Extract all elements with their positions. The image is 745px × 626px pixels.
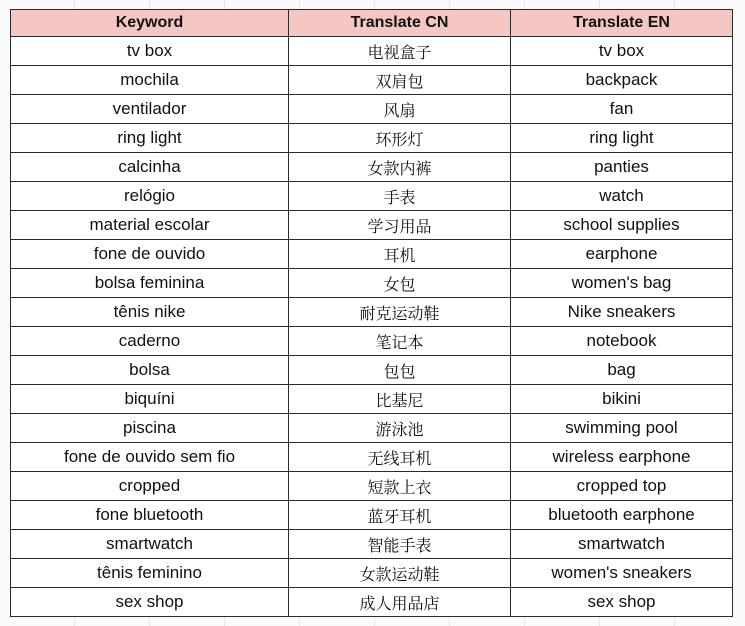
keyword-cell[interactable]: cropped <box>11 472 289 501</box>
header-translate-en[interactable]: Translate EN <box>511 10 733 37</box>
table-row <box>11 356 733 385</box>
header-keyword[interactable]: Keyword <box>11 10 289 37</box>
translate-en-cell[interactable]: women's bag <box>511 269 733 298</box>
translate-cn-cell[interactable]: 成人用品店 <box>289 588 511 617</box>
translate-en-cell[interactable]: ring light <box>511 124 733 153</box>
keyword-cell[interactable]: piscina <box>11 414 289 443</box>
translate-cn-cell[interactable]: 女包 <box>289 269 511 298</box>
translate-cn-cell[interactable]: 女款运动鞋 <box>289 559 511 588</box>
keyword-cell[interactable]: material escolar <box>11 211 289 240</box>
translate-cn-cell[interactable]: 包包 <box>289 356 511 385</box>
translate-cn-cell[interactable]: 智能手表 <box>289 530 511 559</box>
translate-cn-cell[interactable]: 学习用品 <box>289 211 511 240</box>
translate-en-cell[interactable]: tv box <box>511 37 733 66</box>
translate-cn-cell[interactable]: 耳机 <box>289 240 511 269</box>
keyword-cell[interactable]: sex shop <box>11 588 289 617</box>
translate-en-cell[interactable]: swimming pool <box>511 414 733 443</box>
translate-en-cell[interactable]: school supplies <box>511 211 733 240</box>
translate-cn-cell[interactable]: 风扇 <box>289 95 511 124</box>
table-row <box>11 414 733 443</box>
table-header-row <box>11 10 733 37</box>
keyword-cell[interactable]: ventilador <box>11 95 289 124</box>
translate-cn-cell[interactable]: 比基尼 <box>289 385 511 414</box>
table-row <box>11 37 733 66</box>
translate-en-cell[interactable]: backpack <box>511 66 733 95</box>
translate-en-cell[interactable]: watch <box>511 182 733 211</box>
table-body <box>11 37 733 617</box>
table-row <box>11 385 733 414</box>
keyword-cell[interactable]: fone de ouvido <box>11 240 289 269</box>
table-row <box>11 588 733 617</box>
keyword-cell[interactable]: tênis nike <box>11 298 289 327</box>
translate-cn-cell[interactable]: 游泳池 <box>289 414 511 443</box>
translate-en-cell[interactable]: fan <box>511 95 733 124</box>
table-row <box>11 327 733 356</box>
translate-cn-cell[interactable]: 双肩包 <box>289 66 511 95</box>
table-row <box>11 530 733 559</box>
translate-en-cell[interactable]: earphone <box>511 240 733 269</box>
keyword-cell[interactable]: tênis feminino <box>11 559 289 588</box>
translate-en-cell[interactable]: panties <box>511 153 733 182</box>
table-row <box>11 124 733 153</box>
table-row <box>11 559 733 588</box>
table-row <box>11 211 733 240</box>
keyword-cell[interactable]: calcinha <box>11 153 289 182</box>
translate-cn-cell[interactable]: 蓝牙耳机 <box>289 501 511 530</box>
table-row <box>11 472 733 501</box>
translate-en-cell[interactable]: bag <box>511 356 733 385</box>
keyword-cell[interactable]: caderno <box>11 327 289 356</box>
keyword-cell[interactable]: fone bluetooth <box>11 501 289 530</box>
table-row <box>11 298 733 327</box>
keyword-cell[interactable]: tv box <box>11 37 289 66</box>
keyword-cell[interactable]: relógio <box>11 182 289 211</box>
translate-cn-cell[interactable]: 无线耳机 <box>289 443 511 472</box>
translate-en-cell[interactable]: cropped top <box>511 472 733 501</box>
table-row <box>11 269 733 298</box>
table-row <box>11 501 733 530</box>
table-row <box>11 182 733 211</box>
translate-cn-cell[interactable]: 短款上衣 <box>289 472 511 501</box>
header-translate-cn[interactable]: Translate CN <box>289 10 511 37</box>
keyword-cell[interactable]: biquíni <box>11 385 289 414</box>
translate-en-cell[interactable]: bikini <box>511 385 733 414</box>
translate-cn-cell[interactable]: 笔记本 <box>289 327 511 356</box>
translate-cn-cell[interactable]: 电视盒子 <box>289 37 511 66</box>
translate-cn-cell[interactable]: 耐克运动鞋 <box>289 298 511 327</box>
translate-cn-cell[interactable]: 环形灯 <box>289 124 511 153</box>
table-row <box>11 95 733 124</box>
keyword-cell[interactable]: ring light <box>11 124 289 153</box>
translate-cn-cell[interactable]: 手表 <box>289 182 511 211</box>
keyword-cell[interactable]: bolsa feminina <box>11 269 289 298</box>
translate-en-cell[interactable]: women's sneakers <box>511 559 733 588</box>
translate-en-cell[interactable]: notebook <box>511 327 733 356</box>
table-row <box>11 443 733 472</box>
translate-cn-cell[interactable]: 女款内裤 <box>289 153 511 182</box>
table-row <box>11 153 733 182</box>
translate-en-cell[interactable]: sex shop <box>511 588 733 617</box>
translate-en-cell[interactable]: Nike sneakers <box>511 298 733 327</box>
table-row <box>11 240 733 269</box>
keyword-cell[interactable]: smartwatch <box>11 530 289 559</box>
keyword-translation-table <box>10 9 733 617</box>
table-row <box>11 66 733 95</box>
keyword-cell[interactable]: bolsa <box>11 356 289 385</box>
translate-en-cell[interactable]: smartwatch <box>511 530 733 559</box>
translate-en-cell[interactable]: wireless earphone <box>511 443 733 472</box>
keyword-cell[interactable]: fone de ouvido sem fio <box>11 443 289 472</box>
keyword-cell[interactable]: mochila <box>11 66 289 95</box>
translate-en-cell[interactable]: bluetooth earphone <box>511 501 733 530</box>
